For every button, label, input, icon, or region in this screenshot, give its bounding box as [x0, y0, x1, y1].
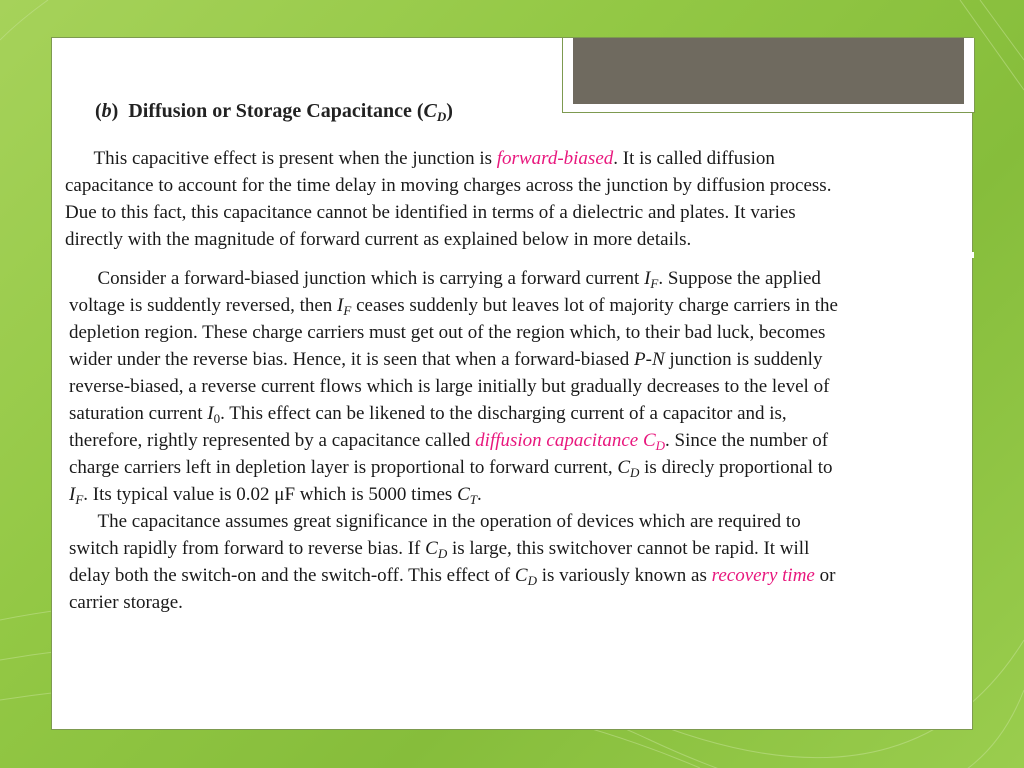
recovery-time-term: recovery time [711, 565, 815, 586]
paragraph-2-line-2: voltage is suddently reversed, then $I_F$ ceases suddenly but leaves lot of majority charge carriers in the [69, 295, 838, 318]
paragraph-2-line-9: $I_F$. Its typical value is 0.02 μF which is 5000 times $C_T$. [69, 484, 482, 507]
heading-label: (b) [95, 100, 119, 122]
title-placeholder [562, 38, 975, 113]
paragraph-2-line-6: saturation current $I_0$. This effect can be likened to the discharging current of a capacitor and is, [69, 403, 787, 426]
paragraph-1 [65, 145, 965, 253]
paragraph-2-line-3: depletion region. These charge carriers must get out of the region which, to their bad luck, becomes [69, 322, 826, 343]
paragraph-divider [60, 252, 974, 258]
paragraph-3 [69, 508, 959, 616]
paragraph-3-line-2: switch rapidly from forward to reverse bias. If $C_D$ is large, this switchover cannot be rapid. It will [69, 538, 810, 561]
paragraph-1-line-1: This capacitive effect is present when the junction is forward-biased. It is called diffusion [93, 148, 775, 169]
paragraph-2-line-4: wider under the reverse bias. Hence, it is seen that when a forward-biased P-N junction is suddenly [69, 349, 823, 370]
forward-biased-term: forward-biased [496, 148, 614, 169]
title-placeholder-fill [573, 38, 964, 104]
heading-close: ) [446, 100, 453, 122]
paragraph-3-line-1: The capacitance assumes great significance in the operation of devices which are required to [97, 511, 801, 532]
paragraph-3-line-4: carrier storage. [69, 592, 183, 613]
heading-symbol-sub: D [436, 109, 447, 124]
paragraph-1-line-4: directly with the magnitude of forward current as explained below in more details. [65, 229, 692, 250]
paragraph-2-line-5: reverse-biased, a reverse current flows which is large initially but gradually decreases to the level of [69, 376, 830, 397]
section-heading [95, 100, 453, 123]
paragraph-1-line-2: capacitance to account for the time delay in moving charges across the junction by diffusion process. [65, 175, 832, 196]
heading-title: Diffusion or Storage Capacitance ( [128, 100, 424, 122]
paragraph-2-line-7: therefore, rightly represented by a capacitance called diffusion capacitance $C_D$. Since the number of [69, 430, 829, 453]
paragraph-2 [69, 265, 966, 508]
paragraph-1-line-3: Due to this fact, this capacitance cannot be identified in terms of a dielectric and plates. It varies [65, 202, 796, 223]
heading-symbol: C [423, 100, 437, 122]
paragraph-3-line-3: delay both the switch-on and the switch-off. This effect of $C_D$ is variously known as recovery time or [69, 565, 836, 588]
diffusion-capacitance-term: diffusion capacitance C [475, 430, 656, 451]
paragraph-2-line-8: charge carriers left in depletion layer is proportional to forward current, $C_D$ is direcly proportional to [69, 457, 833, 480]
paragraph-2-line-1: Consider a forward-biased junction which is carrying a forward current $I_F$. Suppose the applied [97, 268, 821, 291]
